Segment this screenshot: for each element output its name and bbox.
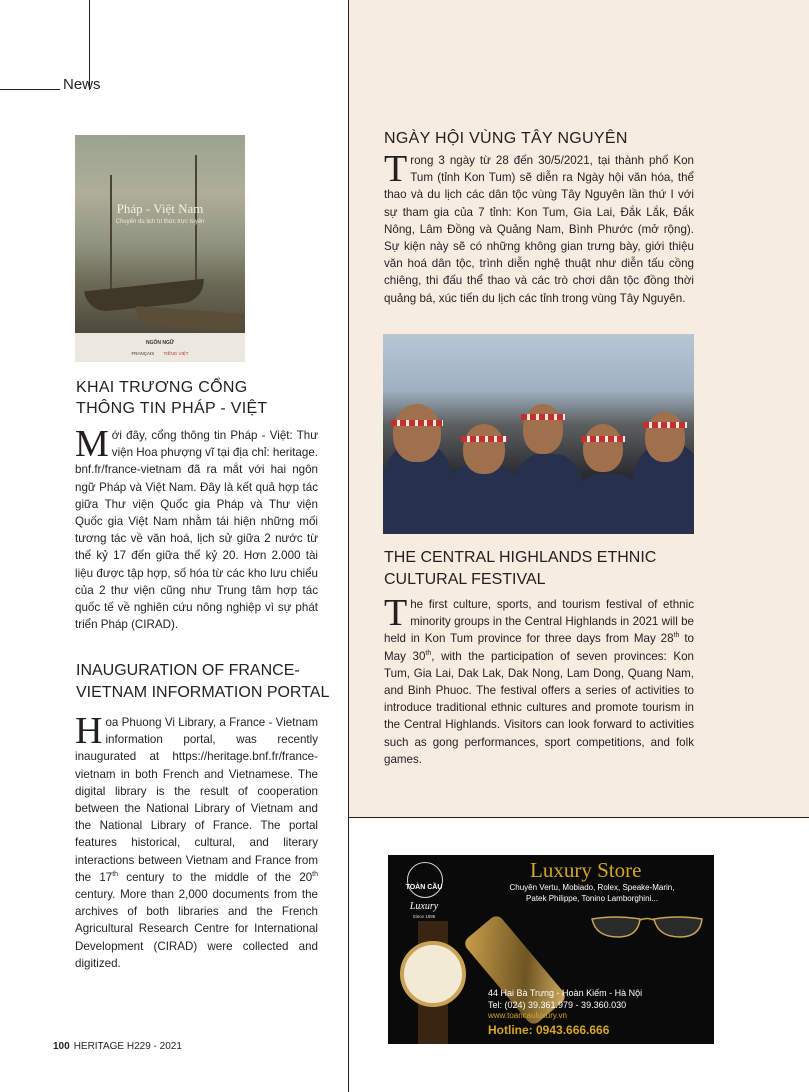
festival-children-photo xyxy=(383,334,694,534)
ad-logo-since: Since 1995 xyxy=(412,914,436,919)
headband xyxy=(461,436,507,442)
header-rule-horizontal xyxy=(0,89,60,90)
heading-line: THE CENTRAL HIGHLANDS ETHNIC xyxy=(384,549,657,566)
globe-logo-icon xyxy=(407,862,443,898)
brands-line: Patek Philippe, Tonino Lamborghini... xyxy=(526,894,658,903)
paragraph-text: oa Phuong Vi Library, a France - Vietnam information portal, was recently inaugurated at https://heritage.bnf.fr/france-vietnam in both French and Vietnamese. The digital library is the result of cooperation between the National Library of Vietnam and the National Library of France. The portal features historical, cultural, and literary interactions between Vietnam and France from the 17 xyxy=(75,716,318,884)
paragraph-text: century to the middle of the 20 xyxy=(118,870,313,884)
boat-mast xyxy=(110,175,112,295)
left-vn-heading xyxy=(76,377,268,419)
ad-store-name: Luxury Store xyxy=(530,858,642,882)
heading-line: INAUGURATION OF FRANCE- xyxy=(76,662,300,679)
heading-line: KHAI TRƯƠNG CỔNG xyxy=(76,379,248,396)
column-divider xyxy=(348,0,349,1092)
brands-line: Chuyên Vertu, Mobiado, Rolex, Speake-Marin, xyxy=(509,883,675,892)
luxury-store-advertisement[interactable] xyxy=(388,855,714,1044)
ad-contact xyxy=(488,988,642,1011)
right-vn-heading: NGÀY HỘI VÙNG TÂY NGUYÊN xyxy=(384,130,628,147)
superscript: th xyxy=(312,870,318,878)
ad-website[interactable]: www.toancauluxury.vn xyxy=(488,1011,567,1020)
ad-brands xyxy=(478,882,706,904)
figure xyxy=(583,424,623,472)
paragraph-text: to May 30 xyxy=(384,632,694,663)
cover-language-options xyxy=(75,351,245,356)
ad-logo-name: TOÀN CẦU xyxy=(405,884,443,891)
superscript: th xyxy=(112,870,119,878)
figure xyxy=(443,464,523,534)
headband xyxy=(581,436,625,442)
left-vn-body xyxy=(75,423,318,633)
headband xyxy=(391,420,443,426)
issue-number: H229 - 2021 xyxy=(126,1041,182,1052)
heading-line: THÔNG TIN PHÁP - VIỆT xyxy=(76,400,268,417)
ad-divider xyxy=(348,817,809,818)
heading-line: CULTURAL FESTIVAL xyxy=(384,571,546,588)
superscript: th xyxy=(673,632,680,640)
book-cover-image xyxy=(75,135,245,362)
paragraph-text: , with the participation of seven provinces: Kon Tum, Gia Lai, Dak Lak, Dak Nong, Lam Dong, Quang Nam, and Binh Phuoc. The festival offers a series of activities to introduce traditional ethnic cultures and promote tourism in the Central Highlands. Visitors can look forward to activities such as gong performances, sport competitions, and folk games. xyxy=(384,649,694,766)
cover-subtitle: Chuyến du lịch tri thức trực tuyến xyxy=(115,219,205,225)
dropcap: T xyxy=(384,148,408,190)
ad-logo-script: Luxury xyxy=(409,901,439,912)
dropcap: M xyxy=(75,423,109,465)
headband xyxy=(643,422,687,428)
ad-tel: Tel: (024) 39.361.979 - 39.360.030 xyxy=(488,999,627,1010)
superscript: th xyxy=(425,649,432,657)
headband xyxy=(521,414,565,420)
figure xyxy=(463,424,505,474)
cover-lang-fr: FRANÇAIS xyxy=(131,351,155,356)
dropcap: T xyxy=(384,592,408,634)
heading-line: VIETNAM INFORMATION PORTAL xyxy=(76,684,330,701)
magazine-name: HERITAGE xyxy=(73,1041,125,1052)
right-vn-body xyxy=(384,148,694,307)
ad-address: 44 Hai Bà Trưng - Hoàn Kiếm - Hà Nội xyxy=(488,988,643,998)
left-en-heading xyxy=(76,660,329,704)
sunglasses-icon xyxy=(588,913,708,943)
dropcap: H xyxy=(75,710,103,752)
cover-language-label: NGÔN NGỮ xyxy=(145,340,175,346)
paragraph-text: he first culture, sports, and tourism festival of ethnic minority groups in the Central Highlands in 2021 will be held in Kon Tum province for three days from May 28 xyxy=(384,598,694,646)
figure xyxy=(523,404,563,454)
page-number: 100 xyxy=(53,1041,70,1052)
figure xyxy=(645,412,685,462)
left-en-body xyxy=(75,710,318,972)
figure xyxy=(393,404,441,462)
paragraph-text: ới đây, cổng thông tin Pháp - Việt: Thư viện Hoa phượng vĩ tại địa chỉ: heritage. bnf.fr/france-vietnam đã ra mắt với hai ngôn ngữ Pháp và Việt Nam. Đây là kết quả hợp tác giữa Thư viện Quốc gia Pháp và Thư viện Quốc gia Việt Nam nhằm tái hiện những mối tương tác về văn hoá, lịch sử giữa 2 nước từ thế kỷ 17 đến giữa thế kỷ 20. Hơn 2.000 tài liệu được tập hợp, số hóa từ các kho lưu chiểu của 2 thư viện cũng như Trung tâm hợp tác quốc tế về nghiên cứu nông nghiệp vì sự phát triển Pháp (CIRAD). xyxy=(75,429,318,632)
right-en-heading xyxy=(384,547,656,591)
cover-lang-vi: TIẾNG VIỆT xyxy=(163,351,189,356)
cover-title: Pháp - Việt Nam xyxy=(116,201,204,216)
watch-icon xyxy=(400,941,466,1007)
boat-mast xyxy=(195,155,197,295)
paragraph-text: century. More than 2,000 documents from the archives of both libraries and the French Agricultural Research Centre for International Development (CIRAD) were collected and digitized. xyxy=(75,888,318,970)
page-folio xyxy=(53,1041,182,1052)
ad-hotline: Hotline: 0943.666.666 xyxy=(488,1023,610,1037)
section-label: News xyxy=(63,76,101,93)
right-en-body xyxy=(384,592,694,768)
paragraph-text: rong 3 ngày từ 28 đến 30/5/2021, tại thành phố Kon Tum (tỉnh Kon Tum) sẽ diễn ra Ngày hội văn hóa, thể thao và du lịch các dân tộc vùng Tây Nguyên lần thứ I với sự tham gia của 7 tỉnh: Kon Tum, Gia Lai, Đắk Lắk, Đắk Nông, Lâm Đồng và Quảng Nam, Bình Phước (mở rộng). Sự kiện này sẽ có những không gian trưng bày, giới thiệu văn hoá dân tộc, trình diễn nghệ thuật như diễn tấu cồng chiêng, thi đấu thể thao và các trò chơi dân tộc đồng thời quảng bá, xúc tiến du lịch các tỉnh trong vùng Tây Nguyên. xyxy=(384,154,694,305)
